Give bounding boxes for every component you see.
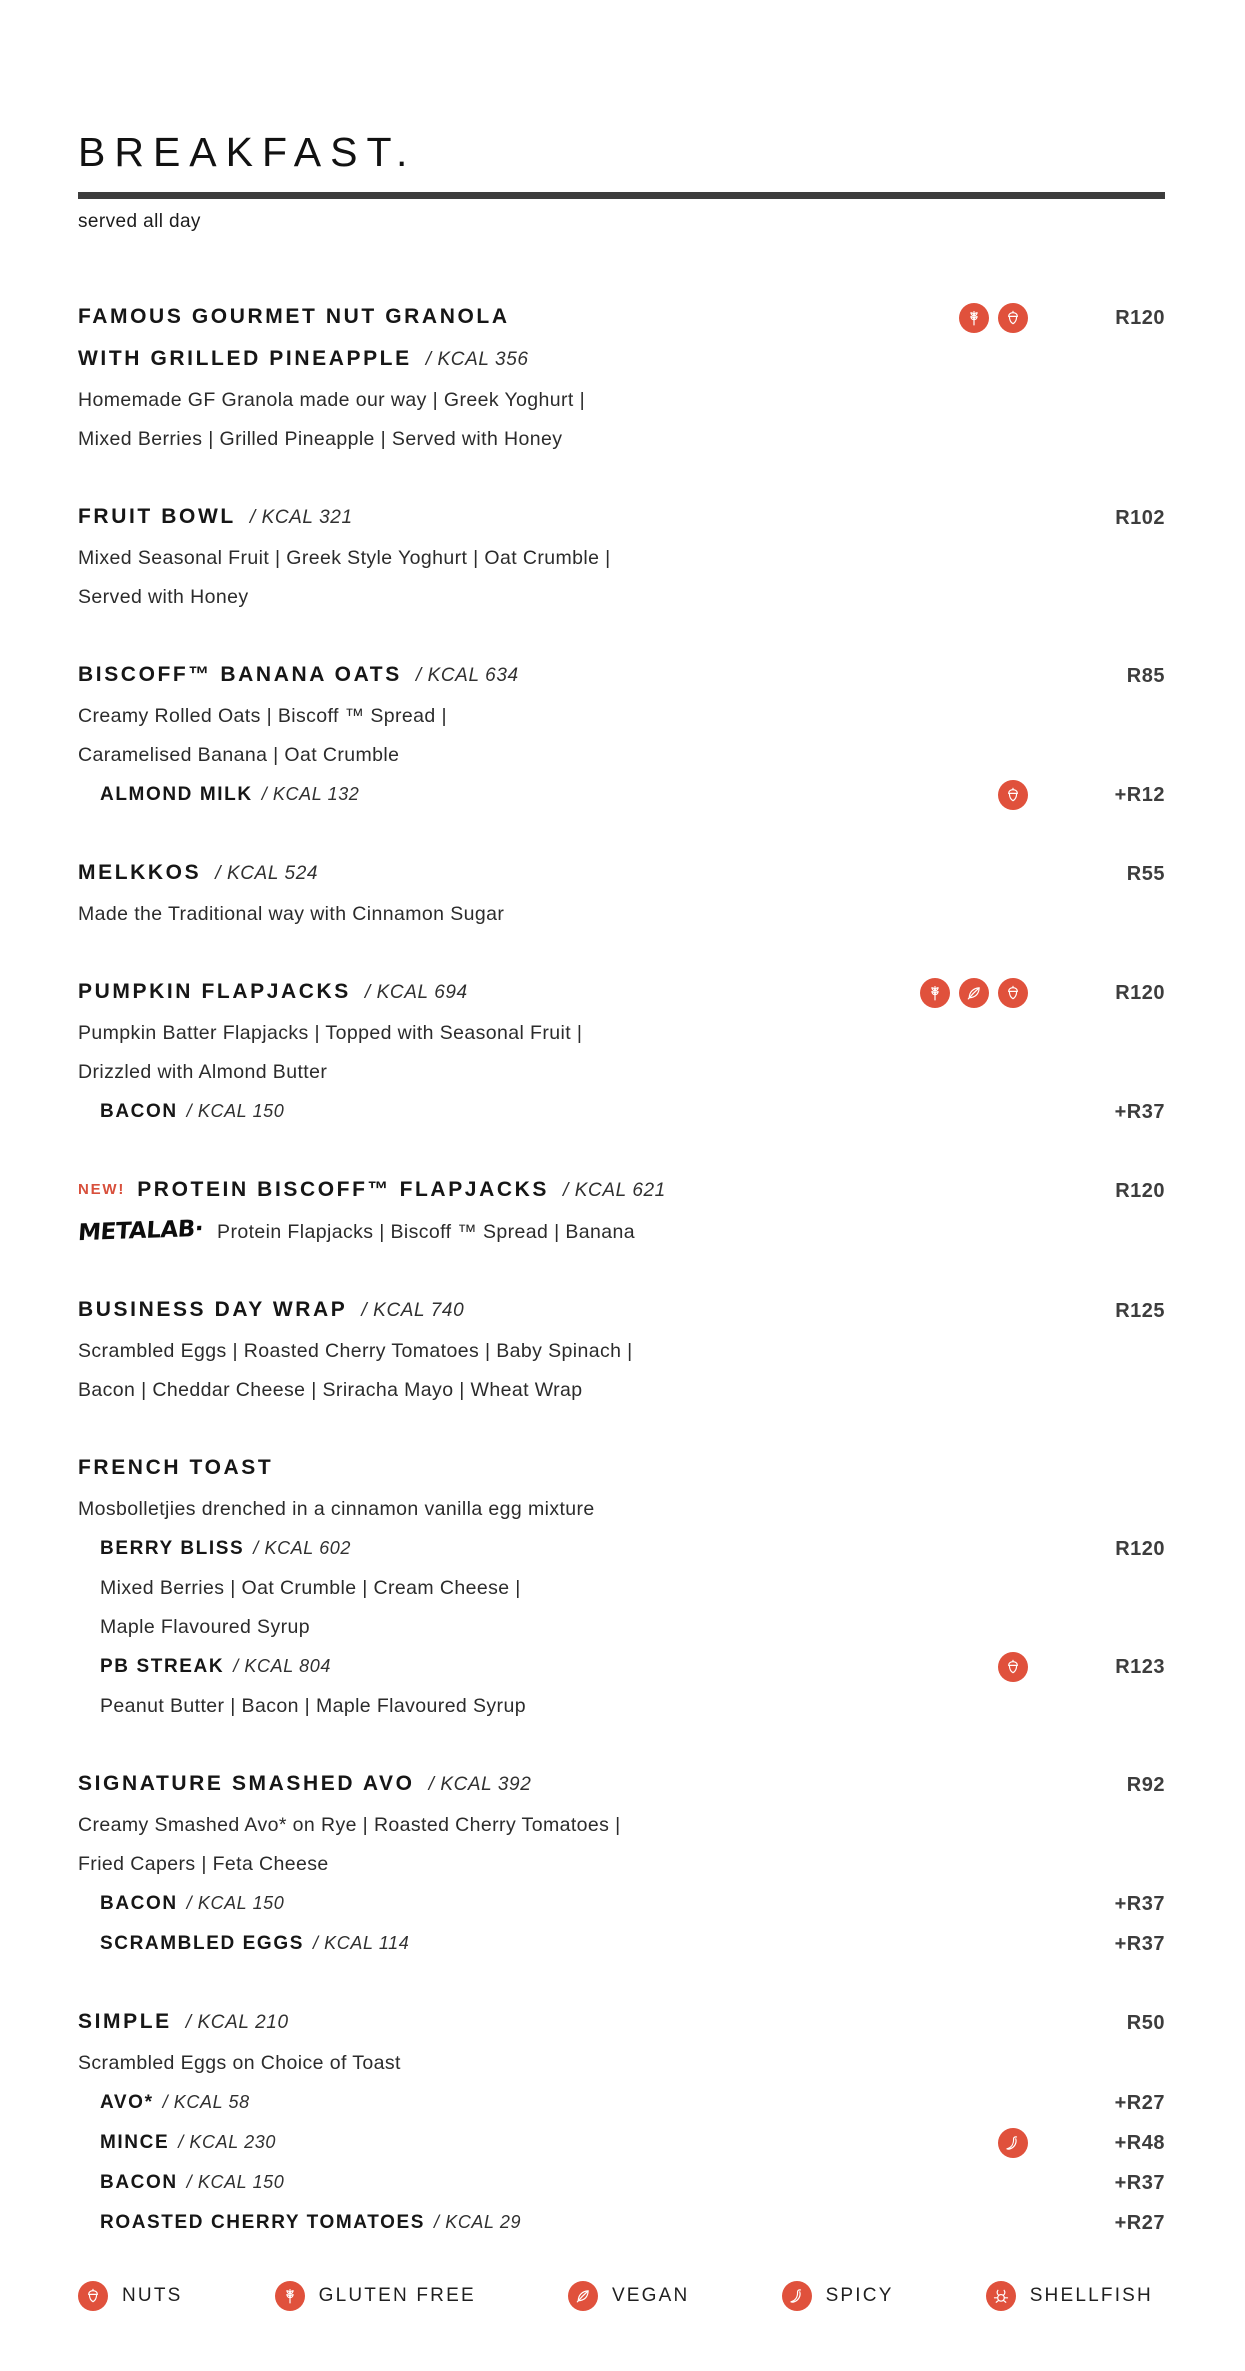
- legend-entry: [275, 2281, 476, 2311]
- item-kcal: / KCAL 621: [563, 1180, 666, 1201]
- sub-item-description: Maple Flavoured Syrup: [100, 1616, 310, 1638]
- item-name: FRENCH TOAST: [78, 1456, 274, 1479]
- sub-item-price: R120: [1115, 1537, 1165, 1560]
- sub-item-name: PB STREAK: [100, 1656, 225, 1677]
- item-kcal: / KCAL 694: [364, 982, 468, 1003]
- item-description: Mixed Berries | Grilled Pineapple | Served with Honey: [78, 428, 563, 450]
- sub-item-name-cell: [100, 1884, 930, 1924]
- item-header-row: [78, 853, 1165, 895]
- sub-item-price: +R37: [1114, 2171, 1165, 2194]
- sub-item-name: BACON: [100, 1101, 178, 1122]
- sub-item-kcal: / KCAL 230: [178, 2132, 276, 2152]
- item-name: WITH GRILLED PINEAPPLE: [78, 347, 412, 370]
- item-header-row: [78, 655, 1165, 697]
- sub-item-kcal: / KCAL 29: [434, 2212, 522, 2232]
- sub-item-name: ALMOND MILK: [100, 784, 253, 805]
- item-description: Bacon | Cheddar Cheese | Sriracha Mayo | Wheat Wrap: [78, 1379, 583, 1401]
- menu-item: [78, 853, 1165, 934]
- sub-item-icons: [930, 2128, 1070, 2158]
- sub-item-name-cell: [100, 775, 930, 815]
- sub-item-kcal: / KCAL 132: [261, 784, 360, 804]
- item-header-row: [78, 2002, 1165, 2044]
- menu-item: [78, 1448, 1165, 1726]
- sub-item-price: +R27: [1114, 2211, 1165, 2234]
- sub-item-name: ROASTED CHERRY TOMATOES: [100, 2212, 426, 2233]
- sub-item-row: [78, 1647, 1165, 1687]
- item-description: METALAB· Protein Flapjacks | Biscoff ™ Spread | Banana: [78, 1212, 1165, 1252]
- item-name-cell: [78, 1448, 930, 1490]
- item-name-cell: [78, 972, 930, 1014]
- item-price: R102: [1115, 507, 1165, 529]
- item-description: Scrambled Eggs | Roasted Cherry Tomatoes | Baby Spinach |: [78, 1340, 633, 1362]
- menu-list: [78, 297, 1165, 2243]
- sub-item-kcal: / KCAL 150: [186, 2172, 285, 2192]
- menu-item: [78, 297, 1165, 459]
- legend-label: VEGAN: [611, 2285, 690, 2306]
- menu-item: [78, 655, 1165, 815]
- item-name-cell: [78, 1170, 930, 1212]
- menu-item: [78, 1170, 1165, 1252]
- item-header-row: [78, 339, 1165, 381]
- sub-item-name: MINCE: [100, 2132, 170, 2153]
- page-header: [78, 128, 1165, 235]
- sub-item-price: R123: [1115, 1655, 1165, 1678]
- item-name: PUMPKIN FLAPJACKS: [78, 980, 351, 1003]
- sub-item-name: BERRY BLISS: [100, 1538, 245, 1559]
- item-name: BUSINESS DAY WRAP: [78, 1298, 348, 1321]
- item-price: R120: [1115, 982, 1165, 1004]
- item-name-cell: [78, 339, 930, 381]
- item-header-row: [78, 1764, 1165, 1806]
- sub-item-row: [78, 2163, 1165, 2203]
- item-description: Caramelised Banana | Oat Crumble: [78, 744, 400, 766]
- legend-entry: [782, 2281, 894, 2311]
- sub-item-kcal: / KCAL 114: [312, 1933, 410, 1953]
- sub-item-price: +R37: [1114, 1892, 1165, 1915]
- spicy-icon: [782, 2281, 812, 2311]
- sub-item-description: Mixed Berries | Oat Crumble | Cream Cheese |: [100, 1577, 521, 1599]
- item-kcal: / KCAL 392: [428, 1774, 532, 1795]
- sub-item-row: [78, 2203, 1165, 2243]
- item-name-cell: [78, 1764, 930, 1806]
- item-name-cell: [78, 655, 930, 697]
- nuts-icon: [998, 780, 1028, 810]
- item-kcal: / KCAL 321: [249, 507, 353, 528]
- legend-entry: [78, 2281, 183, 2311]
- gluten-free-icon: [920, 978, 950, 1008]
- item-price: R120: [1115, 1180, 1165, 1202]
- item-header-row: [78, 1448, 1165, 1490]
- item-name: FRUIT BOWL: [78, 505, 236, 528]
- sub-item-kcal: / KCAL 602: [253, 1538, 352, 1558]
- item-price: R120: [1115, 307, 1165, 329]
- sub-item-name-cell: [100, 1529, 930, 1569]
- item-kcal: / KCAL 210: [185, 2012, 289, 2033]
- sub-item-price: +R27: [1114, 2091, 1165, 2114]
- sub-item-row: [78, 2083, 1165, 2123]
- item-name-cell: [78, 497, 930, 539]
- item-description: Fried Capers | Feta Cheese: [78, 1853, 329, 1875]
- sub-item-description: Peanut Butter | Bacon | Maple Flavoured Syrup: [100, 1695, 526, 1717]
- menu-item: [78, 972, 1165, 1132]
- sub-item-price: +R12: [1114, 783, 1165, 806]
- item-price: R50: [1126, 2012, 1165, 2034]
- item-header-row: [78, 972, 1165, 1014]
- item-kcal: / KCAL 740: [361, 1300, 465, 1321]
- item-description: Homemade GF Granola made our way | Greek Yoghurt |: [78, 389, 586, 411]
- item-header-row: [78, 1290, 1165, 1332]
- legend-entry: [568, 2281, 690, 2311]
- shellfish-icon: [986, 2281, 1016, 2311]
- page-subtitle: served all day: [78, 211, 201, 232]
- item-name: FAMOUS GOURMET NUT GRANOLA: [78, 305, 510, 328]
- legend-label: GLUTEN FREE: [318, 2285, 476, 2306]
- sub-item-kcal: / KCAL 804: [233, 1656, 331, 1676]
- sub-item-row: [78, 1884, 1165, 1924]
- item-description: Drizzled with Almond Butter: [78, 1061, 328, 1083]
- item-description: Creamy Smashed Avo* on Rye | Roasted Cherry Tomatoes |: [78, 1814, 621, 1836]
- metalab-logo: METALAB·: [77, 1215, 204, 1247]
- item-description: Made the Traditional way with Cinnamon Sugar: [78, 903, 505, 925]
- sub-item-kcal: / KCAL 58: [162, 2092, 250, 2112]
- sub-item-price: +R48: [1114, 2131, 1165, 2154]
- nuts-icon: [998, 303, 1028, 333]
- item-kcal: / KCAL 524: [215, 863, 319, 884]
- sub-item-name-cell: [100, 1924, 930, 1964]
- nuts-icon: [78, 2281, 108, 2311]
- item-name: SIGNATURE SMASHED AVO: [78, 1772, 415, 1795]
- item-price: R85: [1126, 665, 1165, 687]
- sub-item-name-cell: [100, 2163, 930, 2203]
- sub-item-name-cell: [100, 2083, 930, 2123]
- sub-item-name: AVO*: [100, 2092, 154, 2113]
- legend-label: SPICY: [825, 2285, 894, 2306]
- legend-label: NUTS: [122, 2285, 183, 2306]
- sub-item-name-cell: [100, 1092, 930, 1132]
- item-description: Creamy Rolled Oats | Biscoff ™ Spread |: [78, 705, 447, 727]
- item-name-cell: [78, 853, 930, 895]
- item-kcal: / KCAL 634: [415, 665, 519, 686]
- item-name: BISCOFF™ BANANA OATS: [78, 663, 402, 686]
- sub-item-price: +R37: [1114, 1100, 1165, 1123]
- nuts-icon: [998, 1652, 1028, 1682]
- item-icons: [930, 303, 1070, 333]
- sub-item-row: [78, 775, 1165, 815]
- sub-item-price: +R37: [1114, 1932, 1165, 1955]
- sub-item-name: BACON: [100, 1893, 178, 1914]
- sub-item-name: SCRAMBLED EGGS: [100, 1933, 304, 1954]
- sub-item-kcal: / KCAL 150: [186, 1893, 285, 1913]
- menu-item: [78, 2002, 1165, 2243]
- item-price: R125: [1115, 1300, 1165, 1322]
- nuts-icon: [998, 978, 1028, 1008]
- sub-item-name: BACON: [100, 2172, 178, 2193]
- item-header-row: [78, 297, 1165, 339]
- menu-item: [78, 1764, 1165, 1964]
- item-description: Served with Honey: [78, 586, 249, 608]
- item-price: R92: [1126, 1774, 1165, 1796]
- item-description: Pumpkin Batter Flapjacks | Topped with Seasonal Fruit |: [78, 1022, 583, 1044]
- item-header-row: [78, 497, 1165, 539]
- sub-item-name-cell: [100, 1647, 930, 1687]
- item-icons: [930, 978, 1070, 1008]
- title-rule: [78, 192, 1165, 199]
- sub-item-row: [78, 1092, 1165, 1132]
- sub-item-row: [78, 2123, 1165, 2163]
- sub-item-icons: [930, 780, 1070, 810]
- item-name-cell: [78, 2002, 930, 2044]
- sub-item-kcal: / KCAL 150: [186, 1101, 285, 1121]
- sub-item-row: [78, 1529, 1165, 1569]
- item-description: Scrambled Eggs on Choice of Toast: [78, 2052, 401, 2074]
- legend-label: SHELLFISH: [1029, 2285, 1153, 2306]
- item-name-cell: [78, 297, 930, 339]
- item-name-cell: [78, 1290, 930, 1332]
- item-header-row: [78, 1170, 1165, 1212]
- spicy-icon: [998, 2128, 1028, 2158]
- item-kcal: / KCAL 356: [425, 349, 529, 370]
- sub-item-icons: [930, 1652, 1070, 1682]
- gluten-free-icon: [959, 303, 989, 333]
- sub-item-name-cell: [100, 2123, 930, 2163]
- new-badge: NEW!: [78, 1181, 126, 1198]
- item-name: MELKKOS: [78, 861, 202, 884]
- vegan-icon: [568, 2281, 598, 2311]
- gluten-free-icon: [275, 2281, 305, 2311]
- sub-item-name-cell: [100, 2203, 930, 2243]
- item-name: SIMPLE: [78, 2010, 172, 2033]
- menu-item: [78, 1290, 1165, 1410]
- item-name: PROTEIN BISCOFF™ FLAPJACKS: [137, 1178, 549, 1201]
- vegan-icon: [959, 978, 989, 1008]
- item-description: Mixed Seasonal Fruit | Greek Style Yoghurt | Oat Crumble |: [78, 547, 611, 569]
- item-description: Mosbolletjies drenched in a cinnamon vanilla egg mixture: [78, 1498, 595, 1520]
- sub-item-row: [78, 1924, 1165, 1964]
- legend-entry: [986, 2281, 1153, 2311]
- dietary-legend: [78, 2281, 1165, 2311]
- page-title: BREAKFAST.: [78, 129, 417, 175]
- item-price: R55: [1126, 863, 1165, 885]
- menu-item: [78, 497, 1165, 617]
